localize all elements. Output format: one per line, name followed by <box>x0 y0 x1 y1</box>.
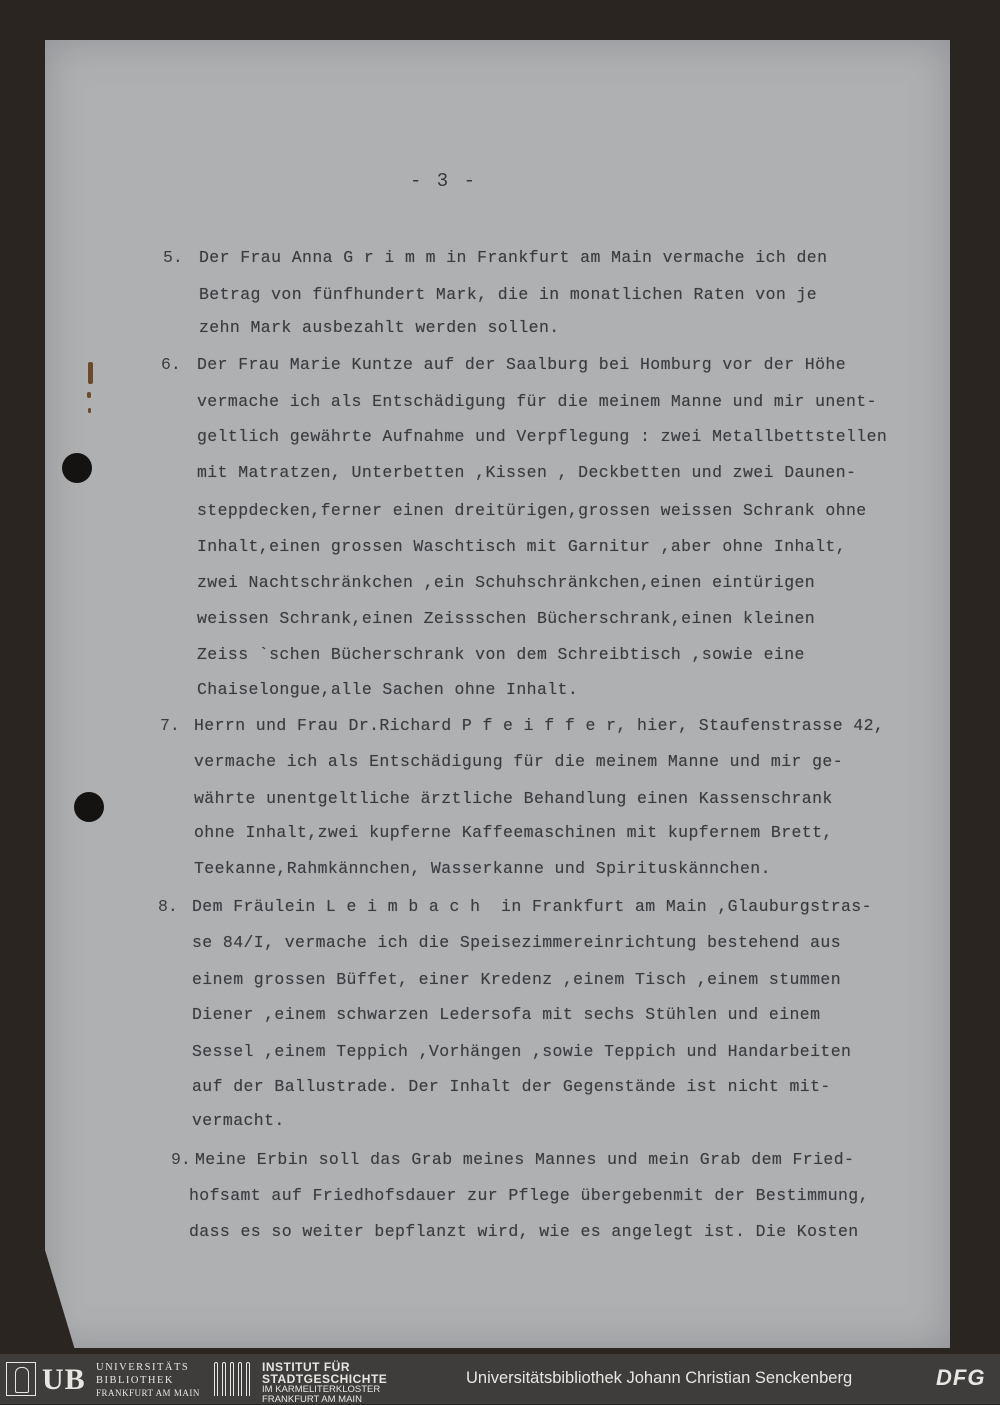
item-number: 8. <box>158 897 178 916</box>
text-line: Der Frau Anna G r i m m in Frankfurt am Main vermache ich den <box>199 248 828 267</box>
item-number: 7. <box>160 716 180 735</box>
footer-bar <box>0 1354 1000 1404</box>
institute-logo-line: IM KARMELITERKLOSTER <box>262 1384 381 1395</box>
text-line: Der Frau Marie Kuntze auf der Saalburg bei Homburg vor der Höhe <box>197 355 847 374</box>
text-line: geltlich gewährte Aufnahme und Verpflegung : zwei Metallbettstellen <box>197 427 888 446</box>
text-line: Zeiss `schen Bücherschrank von dem Schreibtisch ,sowie eine <box>197 645 805 664</box>
text-line: hofsamt auf Friedhofsdauer zur Pflege übergebenmit der Bestimmung, <box>189 1186 869 1205</box>
text-line: Inhalt,einen grossen Waschtisch mit Garnitur ,aber ohne Inhalt, <box>197 537 847 556</box>
institute-logo-icon <box>214 1362 250 1396</box>
text-line: Betrag von fünfhundert Mark, die in monatlichen Raten von je <box>199 285 818 304</box>
university-library-logo-icon <box>6 1362 36 1396</box>
ub-logo-line: FRANKFURT AM MAIN <box>96 1388 200 1398</box>
item-number: 9. <box>171 1150 191 1169</box>
text-line: Teekanne,Rahmkännchen, Wasserkanne und Spirituskännchen. <box>194 859 771 878</box>
institute-logo-line: INSTITUT FÜR <box>262 1360 350 1374</box>
text-line: einem grossen Büffet, einer Kredenz ,einem Tisch ,einem stummen <box>192 970 842 989</box>
text-line: auf der Ballustrade. Der Inhalt der Gegenstände ist nicht mit- <box>192 1077 831 1096</box>
text-line: mit Matratzen, Unterbetten ,Kissen , Deckbetten und zwei Daunen- <box>197 463 857 482</box>
item-number: 6. <box>161 355 181 374</box>
punch-hole-top <box>62 453 92 483</box>
dfg-logo: DFG <box>936 1365 986 1390</box>
institute-logo-line: FRANKFURT AM MAIN <box>262 1394 362 1405</box>
rust-stain <box>87 392 91 398</box>
ub-logo-line: BIBLIOTHEK <box>96 1375 174 1386</box>
text-line: weissen Schrank,einen Zeissschen Bücherschrank,einen kleinen <box>197 609 816 628</box>
text-line: Dem Fräulein L e i m b a c h in Frankfurt am Main ,Glauburgstras- <box>192 897 872 916</box>
ub-logo-line: UNIVERSITÄTS <box>96 1362 190 1373</box>
text-line: vermacht. <box>192 1111 285 1130</box>
text-line: Meine Erbin soll das Grab meines Mannes und mein Grab dem Fried- <box>195 1150 855 1169</box>
text-line: zehn Mark ausbezahlt werden sollen. <box>199 318 560 337</box>
text-line: Chaiselongue,alle Sachen ohne Inhalt. <box>197 680 579 699</box>
text-line: währte unentgeltliche ärztliche Behandlung einen Kassenschrank <box>194 789 833 808</box>
ub-logo-letters: UB <box>42 1363 86 1396</box>
text-line: ohne Inhalt,zwei kupferne Kaffeemaschinen mit kupfernem Brett, <box>194 823 833 842</box>
text-line: vermache ich als Entschädigung für die meinem Manne und mir unent- <box>197 392 877 411</box>
item-number: 5. <box>163 248 183 267</box>
text-line: dass es so weiter bepflanzt wird, wie es angelegt ist. Die Kosten <box>189 1222 859 1241</box>
page-number: - 3 - <box>410 170 478 192</box>
text-line: zwei Nachtschränkchen ,ein Schuhschränkchen,einen eintürigen <box>197 573 816 592</box>
text-line: Herrn und Frau Dr.Richard P f e i f f e r, hier, Staufenstrasse 42, <box>194 716 885 735</box>
institute-logo-line: STADTGESCHICHTE <box>262 1372 388 1386</box>
rust-stain <box>88 408 91 413</box>
text-line: vermache ich als Entschädigung für die meinem Manne und mir ge- <box>194 752 844 771</box>
text-line: Diener ,einem schwarzen Ledersofa mit sechs Stühlen und einem <box>192 1005 821 1024</box>
text-line: steppdecken,ferner einen dreitürigen,grossen weissen Schrank ohne <box>197 501 867 520</box>
rust-stain <box>88 362 93 384</box>
punch-hole-bottom <box>74 792 104 822</box>
folded-corner <box>45 1250 75 1350</box>
library-name: Universitätsbibliothek Johann Christian Senckenberg <box>466 1369 853 1387</box>
text-line: se 84/I, vermache ich die Speisezimmereinrichtung bestehend aus <box>192 933 842 952</box>
text-line: Sessel ,einem Teppich ,Vorhängen ,sowie Teppich und Handarbeiten <box>192 1042 852 1061</box>
